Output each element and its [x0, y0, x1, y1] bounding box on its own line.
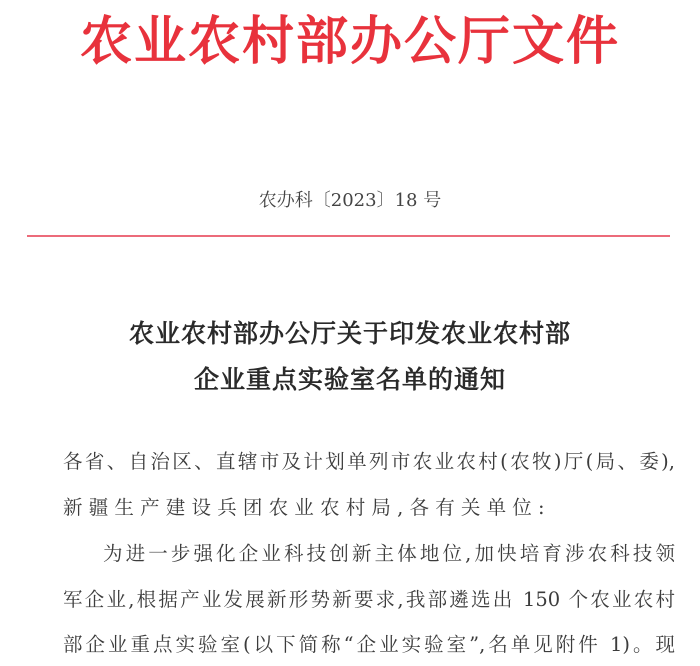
body-line: 新疆生产建设兵团农业农村局,各有关单位:	[63, 496, 551, 519]
document-number: 农办科〔2023〕18 号	[258, 190, 442, 211]
notice-title-line-2: 企业重点实验室名单的通知	[193, 365, 506, 394]
body-line: 军企业,根据产业发展新形势新要求,我部遴选出 150 个农业农村	[63, 588, 675, 611]
document-header: 农业农村部办公厅文件	[79, 12, 620, 72]
red-divider	[27, 235, 670, 237]
body-line: 为进一步强化企业科技创新主体地位,加快培育涉农科技领	[103, 542, 675, 565]
notice-title-line-1: 农业农村部办公厅关于印发农业农村部	[128, 319, 571, 348]
body-line: 各省、自治区、直辖市及计划单列市农业农村(农牧)厅(局、委),	[63, 450, 675, 473]
body-line: 部企业重点实验室(以下简称“企业实验室”,名单见附件 1)。现	[63, 633, 675, 656]
